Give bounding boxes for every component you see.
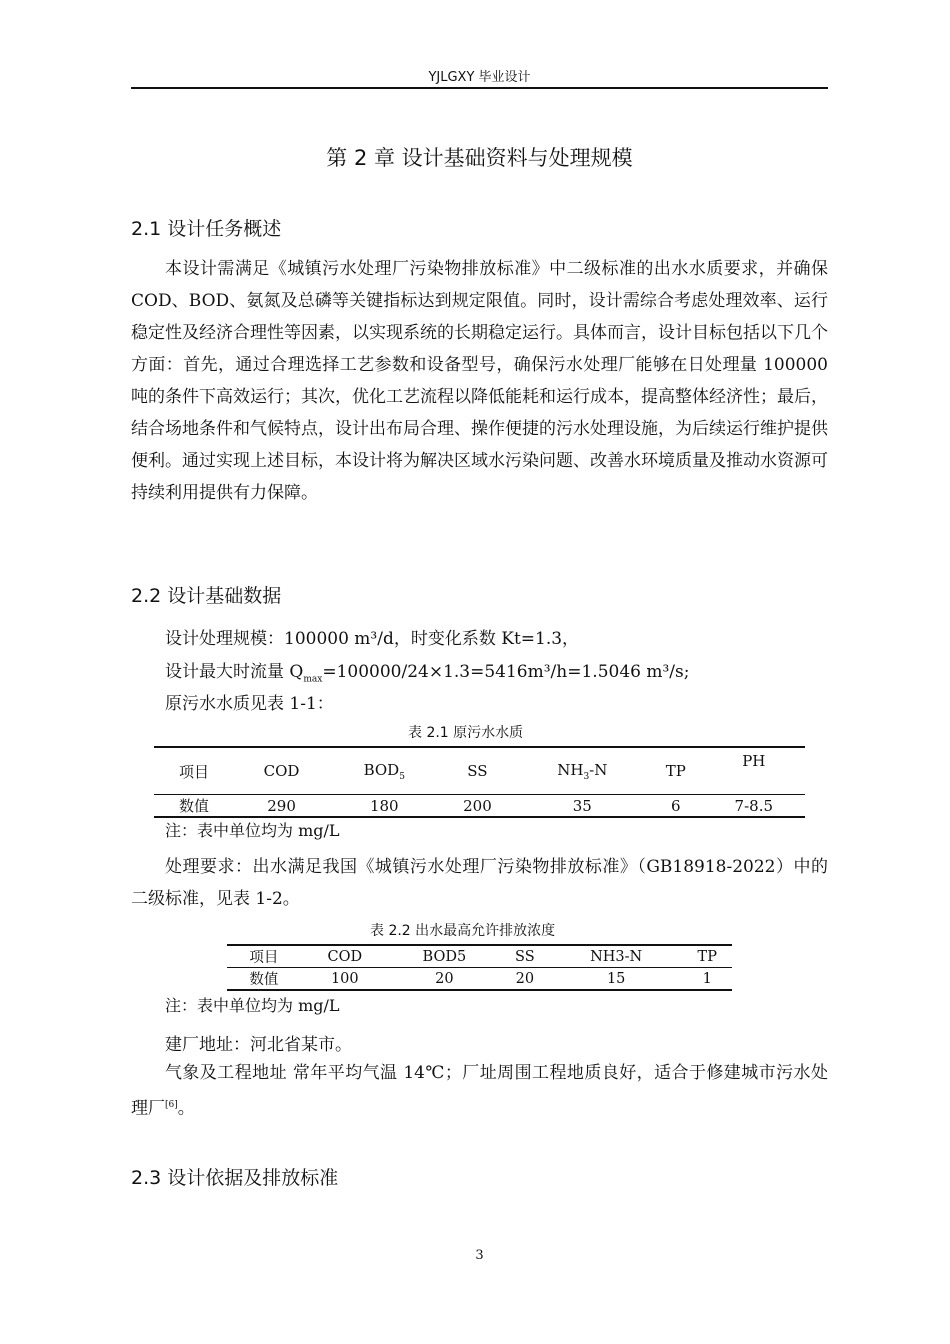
table-header-cell [329,747,439,795]
design-scale-line: 设计处理规模：100000 m³/d，时变化系数 Kt=1.3， [165,629,580,649]
table-header-cell: BOD5 [389,945,500,968]
table-cell: 100 [330,970,359,987]
table-header-row [154,747,805,795]
effluent-limit-table [227,944,732,991]
raw-water-quality-table [154,746,805,818]
bod-subscript: 5 [399,771,405,782]
table-2-caption: 表 2.2 出水最高允许排放浓度 [370,923,556,939]
max-flow-formula: =100000/24×1.3=5416m³/h=1.5046 m³/s; [322,662,690,682]
section-2-1-body: 本设计需满足《城镇污水处理厂污染物排放标准》中二级标准的出水水质要求，并确保 COD、BOD、氨氮及总磷等关键指标达到规定限值。同时，设计需综合考虑处理效率、运行稳定性及经济合理性等因素，以实现系统的长期稳定运行。具体而言，设计目标包括以下几个方面：首先，通过合理选择工艺参数和设备型号，确保污水处理厂能够在日处理量 100000 吨的条件下高效运行；其次，优化工艺流程以降低能耗和运行成本，提高整体经济性；最后，结合场地条件和气候特点，设计出布局合理、操作便捷的污水处理设施，为后续运行维护提供便利。通过实现上述目标，本设计将为解决区域水污染问题、改善水环境质量及推动水资源可持续利用提供有力保障。 [131,259,828,503]
citation-ref: [6] [165,1100,178,1110]
raw-water-intro: 原污水水质见表 1-1： [165,694,334,714]
header-rule [131,87,828,89]
nh-subscript: 3 [583,771,590,782]
table-cell: 20 [515,970,535,987]
table-cell: 35 [572,796,592,815]
treatment-requirement: 处理要求：出水满足我国《城镇污水处理厂污染物排放标准》（GB18918-2022）中的二级标准，见表 1-2。 [131,857,828,909]
page-number: 3 [475,1248,484,1263]
bod-label: BOD [363,760,400,779]
nh-label: NH [557,760,584,779]
chapter-title: 第 2 章 设计基础资料与处理规模 [326,146,633,170]
max-flow-prefix: 设计最大时流量 Q [165,662,304,682]
climate-paragraph [131,1057,828,1125]
table-cell: 20 [435,970,454,987]
table-header-cell: 项目 [227,945,301,968]
table-header-row [227,945,732,968]
table-cell: 7-8.5 [734,796,774,815]
table-header-cell: SS [500,945,550,968]
table-cell: 数值 [249,972,279,988]
table-header-cell [516,747,650,795]
running-header: YJLGXY 毕业设计 [428,70,531,85]
section-2-2-heading: 2.2 设计基础数据 [131,585,282,607]
table-cell: 200 [463,796,492,815]
max-flow-line [165,657,689,684]
table-1-caption: 表 2.1 原污水水质 [408,725,524,741]
section-2-3-heading: 2.3 设计依据及排放标准 [131,1167,339,1189]
table-header-cell: 项目 [154,747,234,795]
table-2-note: 注：表中单位均为 mg/L [165,996,340,1015]
max-flow-subscript: max [303,674,323,685]
table-cell: 180 [369,796,399,815]
table-header-cell: COD [234,747,329,795]
table-cell: 290 [267,796,296,815]
table-cell: 15 [606,970,626,987]
section-2-1-heading: 2.1 设计任务概述 [131,218,282,240]
table-1-note: 注：表中单位均为 mg/L [165,821,340,840]
table-header-cell: PH [703,747,805,795]
climate-text: 气象及工程地址 常年平均气温 14℃；厂址周围工程地质良好，适合于修建城市污水处理厂 [131,1063,828,1119]
table-header-cell: SS [439,747,515,795]
table-cell: 1 [702,970,712,987]
table-header-cell: TP [649,747,703,795]
nh-suffix: -N [589,760,608,779]
table-cell: 数值 [178,797,209,815]
climate-end: 。 [177,1098,195,1119]
site-line: 建厂地址：河北省某市。 [165,1035,352,1055]
table-row [154,795,805,818]
table-cell: 6 [671,796,681,815]
table-header-cell: NH3-N [550,945,683,968]
table-header-cell: COD [301,945,389,968]
table-header-cell: TP [683,945,732,968]
table-row [227,968,732,991]
